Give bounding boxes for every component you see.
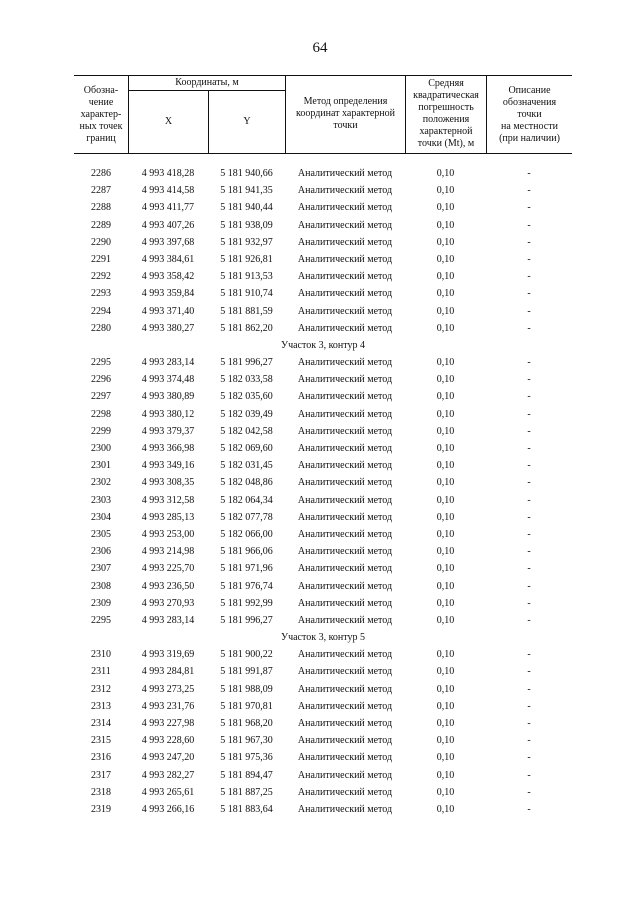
cell-description: - [527, 219, 531, 231]
cell-point-number: 2297 [91, 391, 111, 403]
cell-description: - [527, 236, 531, 248]
cell-method: Аналитический метод [297, 666, 393, 678]
cell-x: 4 993 380,89 [141, 391, 195, 403]
table-row [74, 715, 572, 732]
cell-y: 5 182 042,58 [220, 425, 273, 437]
cell-point-number: 2312 [91, 683, 111, 695]
cell-y: 5 181 913,53 [220, 271, 273, 283]
cell-description: - [527, 374, 531, 386]
cell-point-number: 2317 [91, 769, 111, 781]
cell-y: 5 181 900,22 [220, 649, 273, 661]
cell-x: 4 993 312,58 [141, 494, 195, 506]
cell-mean-error: 0,10 [436, 546, 455, 558]
cell-method: Аналитический метод [297, 357, 393, 369]
cell-point-number: 2293 [91, 288, 111, 300]
cell-mean-error: 0,10 [436, 357, 455, 369]
cell-mean-error: 0,10 [436, 494, 455, 506]
cell-mean-error: 0,10 [436, 253, 455, 265]
cell-description: - [527, 460, 531, 472]
cell-point-number: 2298 [91, 408, 111, 420]
table-row [74, 285, 572, 302]
cell-point-number: 2288 [91, 202, 111, 214]
table-header [74, 75, 572, 154]
cell-description: - [527, 168, 531, 179]
page-number: 64 [312, 40, 328, 56]
cell-description: - [527, 408, 531, 420]
cell-x: 4 993 282,27 [141, 769, 195, 781]
cell-method: Аналитический метод [297, 425, 393, 437]
header-point-number: Обозна- чение характер- ных точек границ [79, 85, 123, 144]
cell-mean-error: 0,10 [436, 769, 455, 781]
cell-mean-error: 0,10 [436, 477, 455, 489]
table-row [74, 543, 572, 560]
cell-mean-error: 0,10 [436, 597, 455, 609]
cell-point-number: 2311 [91, 666, 111, 678]
cell-x: 4 993 380,12 [141, 408, 195, 420]
cell-method: Аналитический метод [297, 786, 393, 798]
cell-mean-error: 0,10 [436, 425, 455, 437]
cell-point-number: 2309 [91, 597, 111, 609]
cell-x: 4 993 371,40 [141, 305, 195, 317]
cell-mean-error: 0,10 [436, 460, 455, 472]
cell-x: 4 993 247,20 [141, 752, 195, 764]
cell-description: - [527, 443, 531, 454]
cell-point-number: 2294 [91, 305, 111, 317]
table-row [74, 526, 572, 543]
cell-mean-error: 0,10 [436, 718, 455, 729]
cell-y: 5 182 035,60 [220, 391, 273, 403]
cell-description: - [527, 391, 531, 403]
cell-method: Аналитический метод [297, 597, 393, 609]
cell-point-number: 2303 [91, 494, 111, 506]
table-row [74, 784, 572, 801]
cell-x: 4 993 283,14 [141, 357, 195, 369]
cell-x: 4 993 225,70 [141, 563, 195, 575]
cell-point-number: 2295 [91, 614, 111, 626]
table-row [74, 371, 572, 388]
cell-method: Аналитический метод [297, 649, 393, 661]
table-row [74, 406, 572, 423]
header-description: Описание обозначения точки на местности (при наличии) [499, 85, 560, 144]
cell-x: 4 993 379,37 [141, 425, 195, 437]
cell-mean-error: 0,10 [436, 528, 455, 540]
table-row [74, 509, 572, 526]
table-row [74, 560, 572, 577]
cell-y: 5 181 975,36 [220, 752, 273, 764]
cell-point-number: 2302 [91, 477, 111, 489]
cell-method: Аналитический метод [297, 408, 393, 420]
cell-point-number: 2308 [91, 580, 111, 592]
cell-description: - [527, 322, 531, 334]
cell-description: - [527, 528, 531, 540]
table-row [74, 388, 572, 405]
cell-point-number: 2313 [91, 700, 111, 712]
cell-method: Аналитический метод [297, 700, 393, 712]
table-row [74, 440, 572, 457]
cell-description: - [527, 580, 531, 592]
cell-x: 4 993 384,61 [141, 253, 195, 265]
cell-method: Аналитический метод [297, 219, 393, 231]
cell-point-number: 2306 [91, 546, 111, 558]
cell-y: 5 181 940,44 [220, 202, 273, 214]
table-row [74, 646, 572, 663]
cell-method: Аналитический метод [297, 718, 393, 729]
header-method: Метод определения координат характерной точки [295, 96, 396, 131]
cell-y: 5 181 881,59 [220, 305, 273, 317]
cell-method: Аналитический метод [297, 511, 393, 523]
cell-method: Аналитический метод [297, 460, 393, 472]
cell-y: 5 181 970,81 [220, 700, 273, 712]
table-row [74, 492, 572, 509]
cell-method: Аналитический метод [297, 769, 393, 781]
table-row [74, 165, 572, 182]
cell-method: Аналитический метод [297, 735, 393, 747]
cell-description: - [527, 769, 531, 781]
cell-x: 4 993 366,98 [141, 443, 195, 454]
cell-mean-error: 0,10 [436, 408, 455, 420]
cell-x: 4 993 214,98 [141, 546, 195, 558]
table-row [74, 663, 572, 680]
cell-point-number: 2289 [91, 219, 111, 231]
cell-description: - [527, 735, 531, 747]
header-y: Y [243, 116, 251, 127]
cell-x: 4 993 397,68 [141, 236, 195, 248]
cell-method: Аналитический метод [297, 391, 393, 403]
cell-method: Аналитический метод [297, 614, 393, 626]
cell-point-number: 2300 [91, 443, 111, 454]
cell-x: 4 993 418,28 [141, 168, 195, 179]
table-row [74, 354, 572, 371]
table-row [74, 767, 572, 784]
cell-point-number: 2314 [91, 718, 111, 729]
cell-method: Аналитический метод [297, 271, 393, 283]
cell-y: 5 181 910,74 [220, 288, 273, 300]
cell-description: - [527, 253, 531, 265]
cell-mean-error: 0,10 [436, 683, 455, 695]
cell-mean-error: 0,10 [436, 666, 455, 678]
cell-y: 5 181 988,09 [220, 683, 273, 695]
cell-y: 5 181 862,20 [220, 322, 273, 334]
cell-point-number: 2295 [91, 357, 111, 369]
section-heading: Участок 3, контур 5 [280, 632, 366, 644]
cell-y: 5 181 932,97 [220, 236, 273, 248]
table-row [74, 681, 572, 698]
table-row [74, 303, 572, 320]
table-row [74, 217, 572, 234]
cell-y: 5 181 991,87 [220, 666, 273, 678]
table-row [74, 320, 572, 337]
table-row [74, 595, 572, 612]
cell-x: 4 993 358,42 [141, 271, 195, 283]
cell-description: - [527, 494, 531, 506]
cell-method: Аналитический метод [297, 185, 393, 197]
cell-mean-error: 0,10 [436, 202, 455, 214]
cell-mean-error: 0,10 [436, 236, 455, 248]
cell-y: 5 181 883,64 [220, 803, 273, 815]
cell-y: 5 182 048,86 [220, 477, 273, 489]
table-row [74, 423, 572, 440]
table-row [74, 698, 572, 715]
cell-description: - [527, 786, 531, 798]
header-bottom-rule [74, 153, 572, 154]
cell-mean-error: 0,10 [436, 735, 455, 747]
cell-y: 5 181 966,06 [220, 546, 273, 558]
cell-description: - [527, 700, 531, 712]
cell-point-number: 2292 [91, 271, 111, 283]
cell-description: - [527, 803, 531, 815]
cell-mean-error: 0,10 [436, 391, 455, 403]
cell-description: - [527, 563, 531, 575]
cell-point-number: 2305 [91, 528, 111, 540]
cell-y: 5 182 039,49 [220, 408, 273, 420]
cell-y: 5 181 968,20 [220, 718, 273, 729]
cell-y: 5 181 996,27 [220, 614, 273, 626]
cell-x: 4 993 284,81 [141, 666, 195, 678]
cell-method: Аналитический метод [297, 528, 393, 540]
cell-description: - [527, 649, 531, 661]
cell-description: - [527, 614, 531, 626]
cell-method: Аналитический метод [297, 443, 393, 454]
cell-description: - [527, 185, 531, 197]
cell-y: 5 182 031,45 [220, 460, 273, 472]
cell-x: 4 993 273,25 [141, 683, 195, 695]
table-body [74, 165, 572, 818]
cell-x: 4 993 228,60 [141, 735, 195, 747]
table-row [74, 182, 572, 199]
cell-method: Аналитический метод [297, 253, 393, 265]
cell-description: - [527, 288, 531, 300]
cell-description: - [527, 597, 531, 609]
cell-x: 4 993 285,13 [141, 511, 195, 523]
cell-point-number: 2296 [91, 374, 111, 386]
cell-mean-error: 0,10 [436, 219, 455, 231]
table-row [74, 578, 572, 595]
table-row [74, 474, 572, 491]
table-row [74, 801, 572, 818]
cell-point-number: 2291 [91, 253, 111, 265]
cell-mean-error: 0,10 [436, 271, 455, 283]
cell-y: 5 182 069,60 [220, 443, 273, 454]
cell-x: 4 993 359,84 [141, 288, 195, 300]
table-row [74, 234, 572, 251]
cell-point-number: 2310 [91, 649, 111, 661]
cell-point-number: 2307 [91, 563, 111, 575]
cell-mean-error: 0,10 [436, 786, 455, 798]
cell-method: Аналитический метод [297, 477, 393, 489]
cell-method: Аналитический метод [297, 803, 393, 815]
cell-method: Аналитический метод [297, 305, 393, 317]
cell-mean-error: 0,10 [436, 185, 455, 197]
cell-mean-error: 0,10 [436, 752, 455, 764]
cell-description: - [527, 357, 531, 369]
cell-description: - [527, 271, 531, 283]
table-row [74, 732, 572, 749]
cell-mean-error: 0,10 [436, 374, 455, 386]
section-heading: Участок 3, контур 4 [280, 339, 366, 351]
cell-x: 4 993 380,27 [141, 322, 195, 334]
cell-mean-error: 0,10 [436, 563, 455, 575]
cell-x: 4 993 231,76 [141, 700, 195, 712]
cell-x: 4 993 349,16 [141, 460, 195, 472]
cell-x: 4 993 374,48 [141, 374, 195, 386]
cell-mean-error: 0,10 [436, 803, 455, 815]
cell-x: 4 993 407,26 [141, 219, 195, 231]
table-row [74, 199, 572, 216]
cell-point-number: 2304 [91, 511, 111, 523]
cell-point-number: 2290 [91, 236, 111, 248]
cell-description: - [527, 718, 531, 729]
cell-description: - [527, 305, 531, 317]
cell-description: - [527, 425, 531, 437]
cell-description: - [527, 477, 531, 489]
cell-description: - [527, 752, 531, 764]
cell-description: - [527, 683, 531, 695]
cell-description: - [527, 666, 531, 678]
cell-point-number: 2319 [91, 803, 111, 815]
cell-y: 5 181 940,66 [220, 168, 273, 179]
cell-y: 5 182 077,78 [220, 511, 273, 523]
cell-method: Аналитический метод [297, 288, 393, 300]
cell-method: Аналитический метод [297, 202, 393, 214]
cell-mean-error: 0,10 [436, 511, 455, 523]
cell-x: 4 993 253,00 [141, 528, 195, 540]
table-row [74, 457, 572, 474]
cell-point-number: 2299 [91, 425, 111, 437]
cell-x: 4 993 308,35 [141, 477, 195, 489]
cell-x: 4 993 283,14 [141, 614, 195, 626]
cell-x: 4 993 411,77 [141, 202, 195, 214]
cell-y: 5 181 967,30 [220, 735, 273, 747]
cell-point-number: 2301 [91, 460, 111, 472]
cell-x: 4 993 265,61 [141, 786, 195, 798]
cell-method: Аналитический метод [297, 374, 393, 386]
cell-y: 5 181 992,99 [220, 597, 273, 609]
cell-method: Аналитический метод [297, 580, 393, 592]
cell-y: 5 181 941,35 [220, 185, 273, 197]
cell-x: 4 993 236,50 [141, 580, 195, 592]
header-coordinates: Координаты, м [175, 76, 239, 88]
cell-mean-error: 0,10 [436, 168, 455, 179]
table-row [74, 268, 572, 285]
cell-method: Аналитический метод [297, 236, 393, 248]
table-row [74, 612, 572, 629]
cell-y: 5 182 066,00 [220, 528, 273, 540]
cell-y: 5 181 894,47 [220, 769, 273, 781]
cell-x: 4 993 227,98 [141, 718, 195, 729]
cell-x: 4 993 414,58 [141, 185, 195, 197]
table-row [74, 251, 572, 268]
cell-mean-error: 0,10 [436, 288, 455, 300]
cell-y: 5 181 971,96 [220, 563, 273, 575]
header-mean-error: Средняя квадратическая погрешность положения характерной точки (Mt), м [413, 78, 479, 149]
cell-mean-error: 0,10 [436, 305, 455, 317]
cell-method: Аналитический метод [297, 683, 393, 695]
cell-mean-error: 0,10 [436, 649, 455, 661]
cell-point-number: 2287 [91, 185, 111, 197]
cell-y: 5 181 938,09 [220, 219, 273, 231]
cell-x: 4 993 266,16 [141, 803, 195, 815]
cell-method: Аналитический метод [297, 546, 393, 558]
cell-description: - [527, 546, 531, 558]
cell-description: - [527, 511, 531, 523]
cell-point-number: 2318 [91, 786, 111, 798]
cell-mean-error: 0,10 [436, 322, 455, 334]
cell-mean-error: 0,10 [436, 700, 455, 712]
cell-method: Аналитический метод [297, 168, 393, 179]
cell-method: Аналитический метод [297, 494, 393, 506]
cell-mean-error: 0,10 [436, 614, 455, 626]
cell-y: 5 181 996,27 [220, 357, 273, 369]
cell-y: 5 182 033,58 [220, 374, 273, 386]
cell-method: Аналитический метод [297, 752, 393, 764]
cell-point-number: 2316 [91, 752, 111, 764]
cell-mean-error: 0,10 [436, 443, 455, 454]
cell-y: 5 181 976,74 [220, 580, 273, 592]
cell-y: 5 182 064,34 [220, 494, 273, 506]
cell-point-number: 2315 [91, 735, 111, 747]
cell-y: 5 181 887,25 [220, 786, 273, 798]
cell-method: Аналитический метод [297, 322, 393, 334]
cell-mean-error: 0,10 [436, 580, 455, 592]
cell-method: Аналитический метод [297, 563, 393, 575]
cell-description: - [527, 202, 531, 214]
table-row [74, 749, 572, 766]
cell-point-number: 2286 [91, 168, 111, 179]
cell-point-number: 2280 [91, 322, 111, 334]
cell-y: 5 181 926,81 [220, 253, 273, 265]
cell-x: 4 993 270,93 [141, 597, 195, 609]
cell-x: 4 993 319,69 [141, 649, 195, 661]
header-x: X [164, 116, 173, 127]
